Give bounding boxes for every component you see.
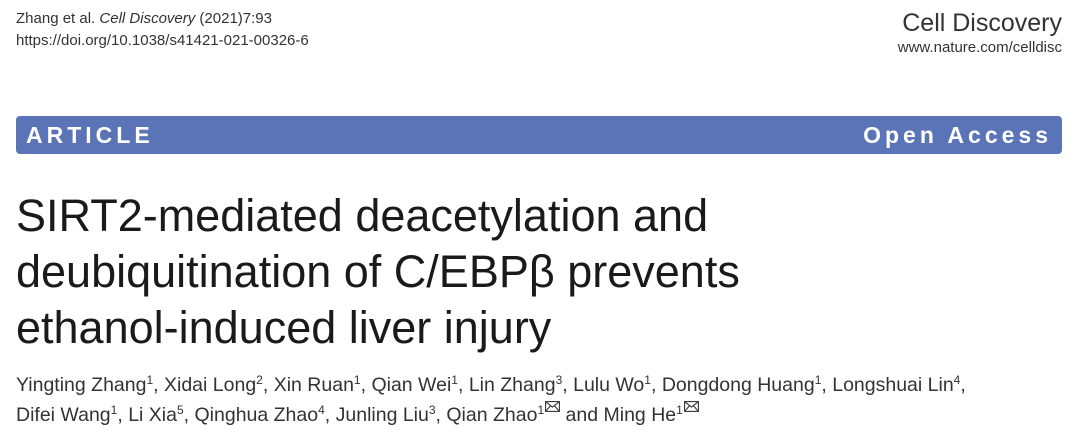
author-separator: , [960,374,966,396]
affiliation-marker: 1 [814,373,822,387]
journal-brand-block [898,8,1062,58]
citation-block [16,8,309,52]
author-list [16,370,1071,430]
author-name[interactable]: Xin Ruan [273,374,354,396]
article-title [16,188,1066,356]
journal-website-link[interactable]: www.nature.com/celldisc [897,39,1062,56]
envelope-icon[interactable] [545,401,560,412]
affiliation-marker: 1 [537,403,545,417]
author-separator: , [821,374,833,396]
affiliation-marker: 4 [318,403,325,417]
affiliation-marker: 4 [953,373,961,387]
affiliation-marker: 1 [644,373,651,387]
author-name[interactable]: Qian Zhao [446,404,538,426]
author-line-2 [16,400,1071,430]
author-separator: and [560,404,604,426]
affiliation-marker: 1 [146,373,154,387]
author-separator: , [183,404,195,426]
affiliation-marker: 1 [451,373,458,387]
author-name[interactable]: Junling Liu [335,404,429,426]
author-name[interactable]: Longshuai Lin [832,374,954,396]
author-name[interactable]: Dongdong Huang [661,374,815,396]
author-separator: , [435,404,447,426]
author-name[interactable]: Li Xia [128,404,177,426]
journal-brand: Cell Discovery [902,9,1062,37]
author-separator: , [360,374,372,396]
affiliation-marker: 1 [676,403,683,417]
citation-authors: Zhang et al. [16,10,96,27]
author-separator: , [324,404,336,426]
author-name[interactable]: Difei Wang [16,404,111,426]
article-banner [16,116,1062,154]
author-separator: , [153,374,164,396]
citation-line [16,8,309,30]
affiliation-marker: 1 [110,403,118,417]
journal-name: Cell Discovery [99,10,196,27]
title-line-1: SIRT2-mediated deacetylation and [16,190,709,241]
author-name[interactable]: Xidai Long [164,374,257,396]
author-name[interactable]: Lulu Wo [573,374,645,396]
author-separator: , [117,404,129,426]
author-separator: , [457,374,469,396]
affiliation-marker: 3 [428,403,436,417]
author-separator: , [262,374,274,396]
article-type-label: ARTICLE [26,121,154,148]
affiliation-marker: 1 [353,373,361,387]
open-access-label: Open Access [863,121,1052,148]
author-name[interactable]: Qian Wei [371,374,452,396]
author-separator: , [562,374,574,396]
author-name[interactable]: Ming He [603,404,677,426]
author-name[interactable]: Qinghua Zhao [194,404,319,426]
affiliation-marker: 5 [176,403,184,417]
doi-link[interactable]: https://doi.org/10.1038/s41421-021-00326-6 [16,32,309,49]
author-name[interactable]: Lin Zhang [468,374,556,396]
title-line-3: ethanol-induced liver injury [16,302,552,353]
author-separator: , [650,374,662,396]
author-name[interactable]: Yingting Zhang [16,374,147,396]
author-line-1 [16,370,1071,400]
affiliation-marker: 3 [555,373,563,387]
title-line-2: deubiquitination of C/EBPβ prevents [16,246,740,297]
envelope-icon[interactable] [684,401,699,412]
affiliation-marker: 2 [256,373,263,387]
citation-volume: (2021)7:93 [199,10,272,27]
